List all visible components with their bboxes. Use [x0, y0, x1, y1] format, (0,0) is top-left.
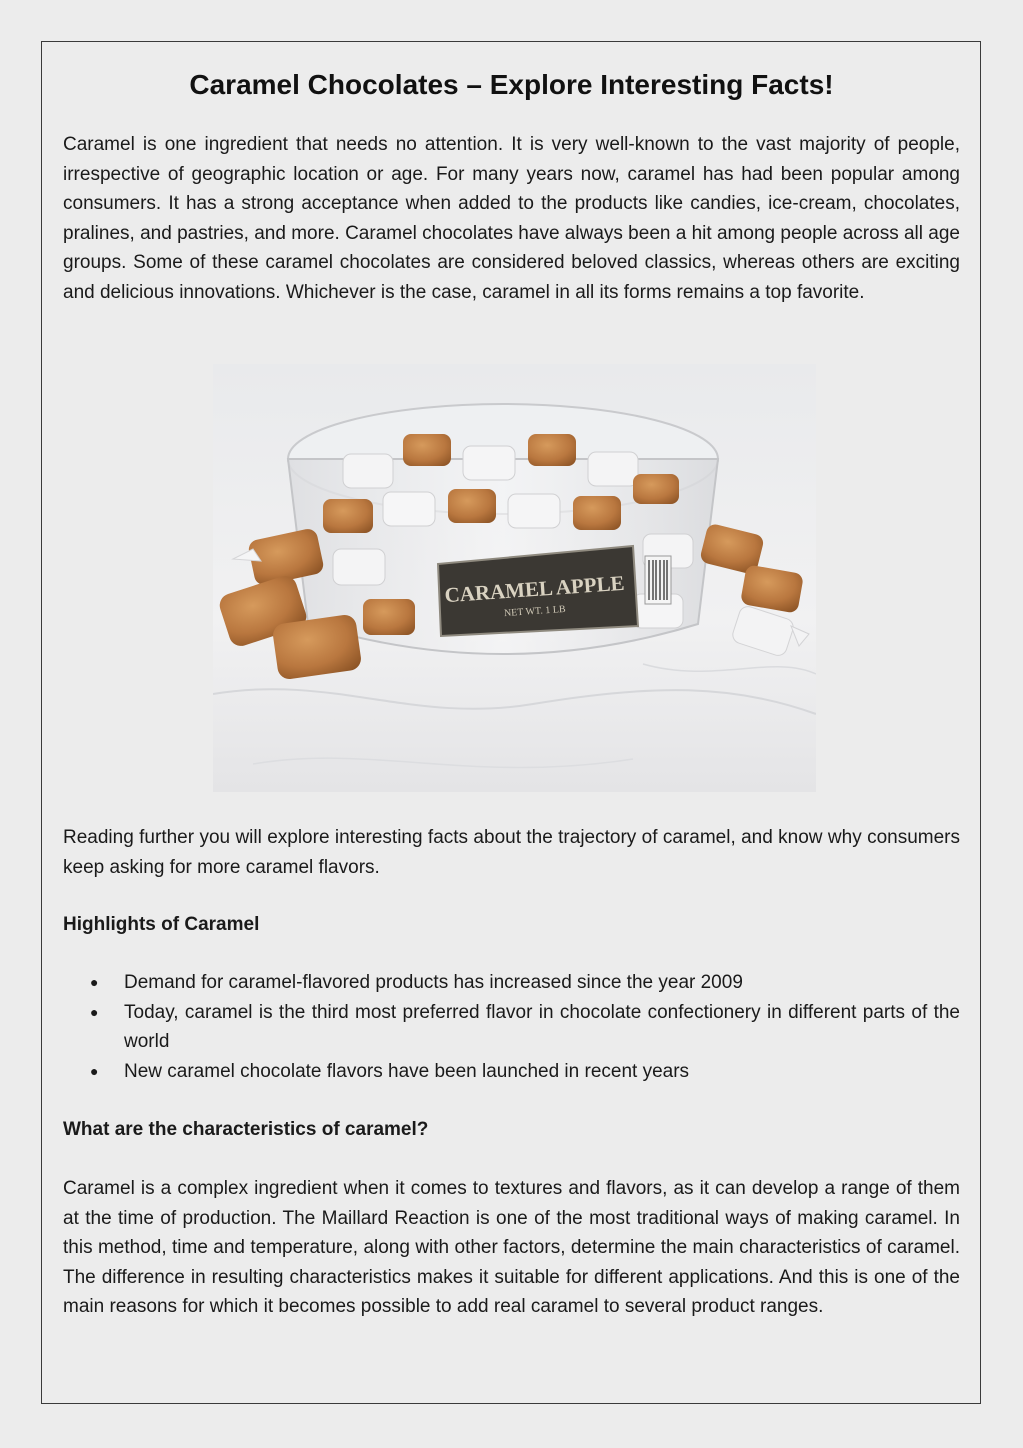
bullet-icon: ●: [90, 1003, 99, 1020]
characteristics-heading: What are the characteristics of caramel?: [63, 1119, 429, 1140]
list-item: ● Today, caramel is the third most preferred flavor in chocolate confectionery in different parts of the world: [63, 998, 960, 1057]
svg-text:NET WT. 1 LB: NET WT. 1 LB: [503, 603, 566, 620]
intro-paragraph: Caramel is one ingredient that needs no attention. It is very well-known to the vast majority of people, irrespective of geographic location or age. For many years now, caramel has had been popular among consumers. It has a strong acceptance when added to the products like candies, ice-cream, chocolates, pralines, and pastries, and more. Caramel chocolates have always been a hit among people across all age groups. Some of these caramel chocolates are considered beloved classics, whereas others are exciting and delicious innovations. Whichever is the case, caramel in all its forms remains a top favorite.: [63, 134, 960, 303]
svg-text:CARAMEL APPLE: CARAMEL APPLE: [443, 570, 626, 608]
bullet-icon: ●: [90, 974, 99, 990]
list-item: ● New caramel chocolate flavors have been launched in recent years: [63, 1057, 960, 1087]
list-item: ● Demand for caramel-flavored products has increased since the year 2009: [63, 968, 960, 998]
highlights-list: [63, 968, 960, 1086]
reading-further-paragraph: Reading further you will explore interesting facts about the trajectory of caramel, and know why consumers keep asking for more caramel flavors.: [63, 827, 960, 878]
characteristics-paragraph: Caramel is a complex ingredient when it comes to textures and flavors, as it can develop a range of them at the time of production. The Maillard Reaction is one of the most traditional ways of making caramel. In this method, time and temperature, along with other factors, determine the main characteristics of caramel. The difference in resulting characteristics makes it suitable for different applications. And this is one of the main reasons for which it becomes possible to add real caramel to several product ranges.: [63, 1178, 960, 1317]
bullet-icon: ●: [90, 1062, 99, 1079]
caramel-tub-image: [213, 364, 816, 792]
highlights-heading: Highlights of Caramel: [63, 914, 260, 935]
document-page: [41, 41, 981, 1404]
caramel-tub-photo: [213, 364, 816, 792]
page-title: Caramel Chocolates – Explore Interesting Facts!: [189, 69, 834, 100]
